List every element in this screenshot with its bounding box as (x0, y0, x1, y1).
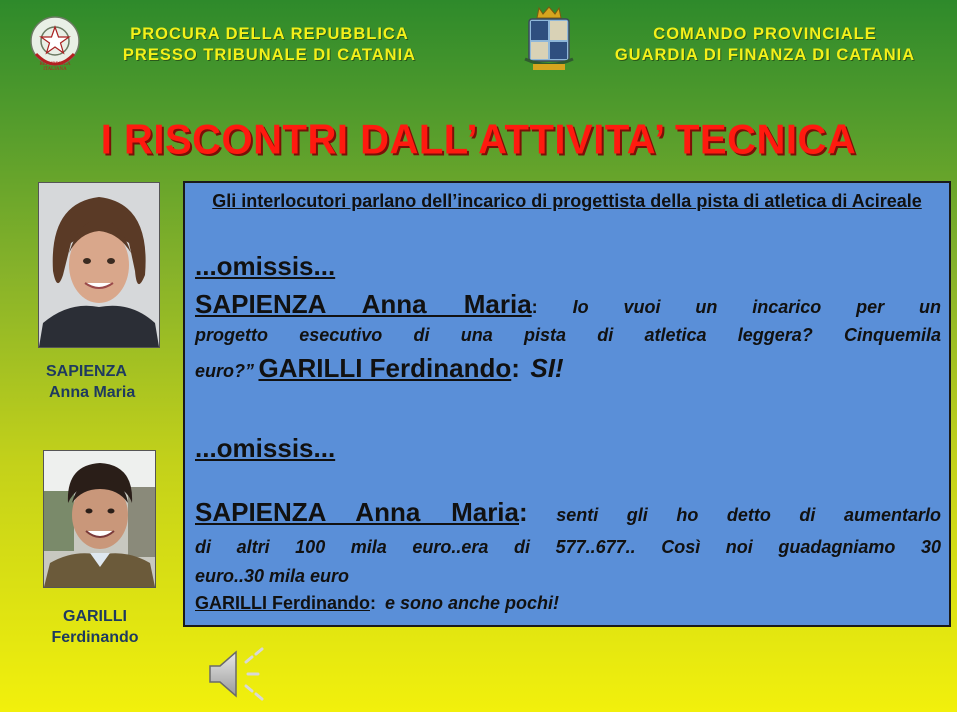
name-sapienza-line2: Anna Maria (49, 384, 136, 401)
colon-2: : (511, 353, 520, 383)
photo-sapienza (38, 182, 160, 348)
name-sapienza-line1: SAPIENZA (46, 363, 127, 380)
photo-garilli (43, 450, 156, 588)
speaker-garilli-2: GARILLI Ferdinando (195, 593, 370, 613)
audio-speaker-icon[interactable] (206, 646, 274, 702)
header-left-line1: PROCURA DELLA REPUBBLICA (130, 25, 409, 43)
omissis-2: ...omissis... (195, 433, 336, 463)
header-right (585, 24, 945, 66)
dialogue-2-line2: di altri 100 mila euro..era di 577..677.. Così noi guadagniamo 30 (195, 537, 941, 557)
speaker-sapienza-2: SAPIENZA Anna Maria (195, 497, 519, 527)
dialogue-2-line4 (195, 593, 941, 614)
name-garilli (40, 606, 150, 648)
dialogue-2-line1 (195, 497, 941, 528)
emblem-caption: REPUBBLICA ITALIANA (39, 62, 71, 72)
colon-3: : (519, 497, 528, 527)
speaker-garilli-1: GARILLI Ferdinando (258, 353, 512, 383)
colon-4: : (370, 593, 376, 613)
header-right-line1: COMANDO PROVINCIALE (653, 25, 877, 43)
reply-pochi: e sono anche pochi! (385, 593, 560, 613)
name-garilli-line2: Ferdinando (51, 629, 139, 646)
header-left-line2: PRESSO TRIBUNALE DI CATANIA (122, 46, 417, 64)
guardia-finanza-crest (522, 4, 576, 74)
speaker-sapienza-1: SAPIENZA Anna Maria (195, 289, 532, 319)
transcript-box (183, 181, 951, 627)
transcript-heading: Gli interlocutori parlano dell’incarico di progettista della pista di atletica di Acireale (212, 191, 922, 211)
name-garilli-line1: GARILLI (63, 608, 127, 625)
quote-3-part1: senti gli ho detto di aumentarlo (556, 505, 941, 525)
quote-1-part1: Io vuoi un incarico per un (572, 297, 941, 317)
dialogue-1-line2: progetto esecutivo di una pista di atletica leggera? Cinquemila (195, 325, 941, 345)
dialogue-2-line3: euro..30 mila euro (195, 566, 350, 586)
omissis-1: ...omissis... (195, 251, 336, 281)
dialogue-1-line1 (195, 289, 941, 320)
header-left (92, 24, 447, 66)
colon-1: : (531, 297, 538, 317)
name-sapienza (46, 361, 166, 403)
reply-si: SI! (530, 353, 564, 383)
header-right-line2: GUARDIA DI FINANZA DI CATANIA (614, 46, 916, 64)
dialogue-1-line3 (195, 353, 941, 384)
quote-1-end: euro?” (195, 361, 255, 381)
page-title: I RISCONTRI DALL’ATTIVITA’ TECNICA (100, 116, 857, 164)
